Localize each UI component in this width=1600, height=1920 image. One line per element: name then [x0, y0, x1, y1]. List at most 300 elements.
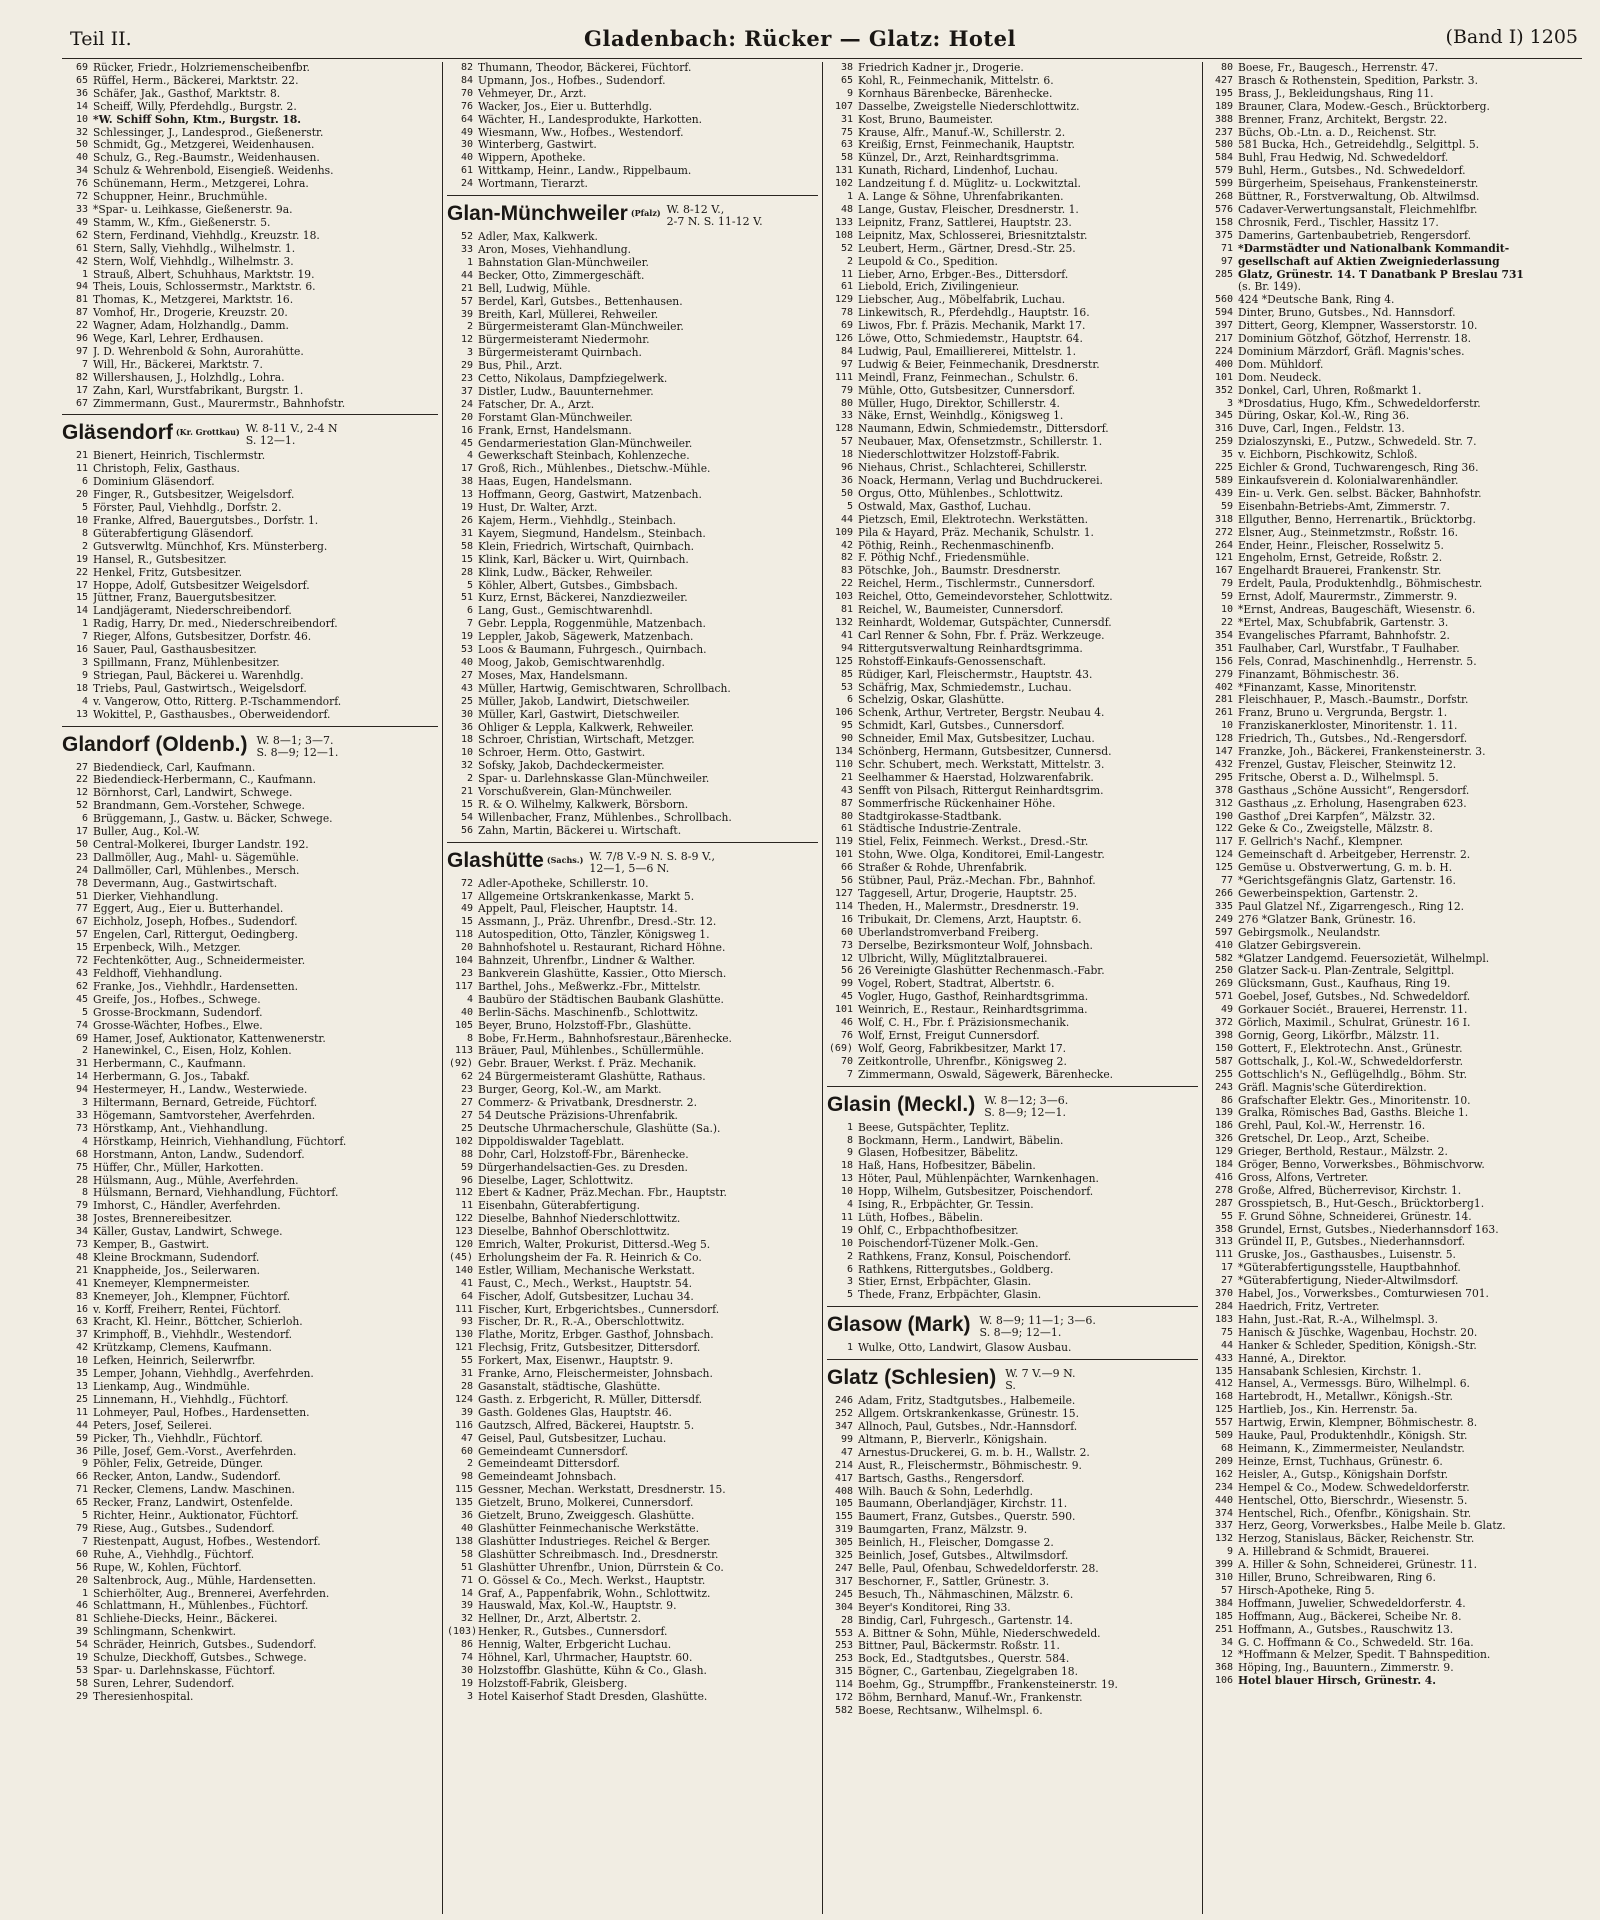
directory-entry	[827, 1498, 1198, 1511]
directory-entry	[62, 541, 438, 554]
directory-entry	[447, 1020, 818, 1033]
subscriber-name: Niederschlottwitzer Holzstoff-Fabrik.	[858, 449, 1060, 462]
phone-number: 245	[834, 1588, 853, 1600]
phone-number: 27	[460, 669, 473, 681]
directory-entry	[447, 1691, 818, 1704]
directory-entry	[1207, 888, 1578, 901]
town-region: (Pfalz)	[630, 208, 661, 219]
directory-entry	[827, 436, 1198, 449]
subscriber-name: Dominium Märzdorf, Gräfl. Magnis'sches.	[1238, 345, 1465, 358]
town-heading	[62, 726, 438, 759]
directory-entry	[62, 1549, 438, 1562]
phone-number: 86	[460, 1639, 473, 1651]
subscriber-name: Glasen, Hofbesitzer, Bäbelitz.	[858, 1147, 1019, 1160]
subscriber-name: Bartsch, Gasths., Rengersdorf.	[858, 1472, 1025, 1485]
subscriber-name: Linnemann, H., Viehhdlg., Füchtorf.	[93, 1393, 289, 1406]
subscriber-name: Krause, Alfr., Manuf.-W., Schillerstr. 2.	[858, 126, 1066, 139]
subscriber-name: Groß, Rich., Mühlenbes., Dietschw.-Mühle.	[478, 463, 711, 476]
phone-number: 2	[81, 540, 88, 552]
subscriber-name: Horstmann, Anton, Landw., Sudendorf.	[93, 1148, 305, 1161]
subscriber-name: Bürgermeisteramt Quirnbach.	[478, 347, 642, 360]
subscriber-name: Leipnitz, Max, Schlosserei, Briesnitztalstr.	[858, 229, 1088, 242]
phone-number: 19	[840, 1224, 853, 1236]
phone-number: 111	[834, 371, 853, 383]
subscriber-name: Hellner, Dr., Arzt, Albertstr. 2.	[478, 1613, 642, 1626]
phone-number: 1	[846, 1342, 853, 1354]
phone-number: 82	[840, 552, 853, 564]
phone-number: 9	[846, 1147, 853, 1159]
subscriber-name: Hamer, Josef, Auktionator, Kattenwenerstr.	[93, 1032, 326, 1045]
directory-entry	[447, 88, 818, 101]
directory-entry	[62, 1329, 438, 1342]
directory-entry	[827, 669, 1198, 682]
phone-number: 316	[1214, 423, 1233, 435]
phone-number: 73	[75, 1122, 88, 1134]
subscriber-name: Thede, Franz, Erbpächter, Glasin.	[858, 1289, 1042, 1302]
directory-entry	[447, 994, 818, 1007]
subscriber-name: Bockmann, Herm., Landwirt, Bäbelin.	[858, 1134, 1064, 1147]
directory-entry	[827, 1199, 1198, 1212]
phone-number: 285	[1214, 268, 1233, 280]
subscriber-name: Frenzel, Gustav, Fleischer, Steinwitz 12.	[1238, 758, 1457, 771]
phone-number: 234	[1214, 1481, 1233, 1493]
directory-entry	[447, 683, 818, 696]
directory-entry	[1207, 823, 1578, 836]
subscriber-name: Allnoch, Paul, Gutsbes., Ndr.-Hannsdorf.	[858, 1421, 1078, 1433]
directory-entry	[447, 1600, 818, 1613]
phone-number: 259	[1214, 436, 1233, 448]
directory-entry	[1207, 88, 1578, 101]
phone-number: 52	[840, 242, 853, 254]
phone-number: 24	[460, 398, 473, 410]
directory-entry	[1207, 772, 1578, 785]
phone-number: 1	[846, 191, 853, 203]
subscriber-name: Engelen, Carl, Rittergut, Oedingberg.	[93, 929, 299, 942]
directory-entry	[1207, 62, 1578, 75]
phone-number: 255	[1214, 1068, 1233, 1080]
directory-entry	[827, 1408, 1198, 1421]
phone-number: 61	[840, 823, 853, 835]
phone-number: 117	[1214, 836, 1233, 848]
directory-entry	[62, 1239, 438, 1252]
subscriber-name: Rathkens, Rittergutsbes., Goldberg.	[858, 1263, 1054, 1276]
phone-number: 70	[840, 1055, 853, 1067]
directory-entry	[447, 1484, 818, 1497]
subscriber-name: Biedendieck-Herbermann, C., Kaufmann.	[93, 774, 317, 787]
directory-entry	[62, 1058, 438, 1071]
directory-entry	[827, 759, 1198, 772]
phone-number: 135	[454, 1497, 473, 1509]
phone-number: 17	[75, 384, 88, 396]
subscriber-name: Lefken, Heinrich, Seilerwrfbr.	[93, 1355, 256, 1368]
subscriber-name: Sauer, Paul, Gasthausbesitzer.	[93, 644, 257, 657]
directory-entry	[447, 1471, 818, 1484]
directory-entry	[827, 578, 1198, 591]
directory-entry	[1207, 604, 1578, 617]
subscriber-name: Haas, Eugen, Handelsmann.	[478, 476, 633, 489]
subscriber-name: (s. Br. 149).	[1238, 281, 1301, 294]
town-name: Glasin (Meckl.)	[827, 1092, 976, 1116]
phone-number: 11	[460, 1200, 473, 1212]
phone-number: 249	[1214, 913, 1233, 925]
directory-entry	[447, 657, 818, 670]
directory-entry	[447, 696, 818, 709]
directory-entry	[447, 425, 818, 438]
phone-number: 10	[840, 1237, 853, 1249]
phone-number: 75	[75, 1161, 88, 1173]
directory-entry	[447, 1304, 818, 1317]
subscriber-name: Stohn, Wwe. Olga, Konditorei, Emil-Langestr.	[858, 849, 1105, 862]
subscriber-name: Schenk, Arthur, Vertreter, Bergstr. Neubau 4.	[858, 707, 1105, 720]
directory-entry	[827, 1434, 1198, 1447]
subscriber-name: Biedendieck, Carl, Kaufmann.	[93, 761, 256, 774]
subscriber-name: Orgus, Otto, Mühlenbes., Schlottwitz.	[858, 487, 1064, 500]
directory-entry	[827, 204, 1198, 217]
phone-number: 63	[840, 139, 853, 151]
directory-entry	[62, 929, 438, 942]
phone-number: 3	[1226, 397, 1233, 409]
phone-number: 63	[75, 1316, 88, 1328]
directory-entry	[1207, 75, 1578, 88]
subscriber-name: Beyer, Bruno, Holzstoff-Fbr., Glashütte.	[478, 1019, 692, 1032]
phone-number: 325	[834, 1550, 853, 1562]
subscriber-name: Hartwig, Erwin, Klempner, Böhmischestr. 8.	[1238, 1417, 1478, 1430]
subscriber-name: Schelzig, Oskar, Glashütte.	[858, 694, 1005, 707]
directory-entry	[62, 580, 438, 593]
phone-number: 56	[840, 875, 853, 887]
directory-entry	[827, 682, 1198, 695]
subscriber-name: Buhl, Frau Hedwig, Nd. Schwedeldorf.	[1238, 152, 1449, 165]
phone-number: 417	[834, 1472, 853, 1484]
phone-number: 167	[1214, 565, 1233, 577]
phone-number: 96	[75, 333, 88, 345]
directory-entry	[1207, 565, 1578, 578]
phone-number: 576	[1214, 203, 1233, 215]
subscriber-name: Grafschafter Elektr. Ges., Minoritenstr. 10.	[1238, 1094, 1471, 1107]
subscriber-name: Hanker & Schleder, Spedition, Königsh.-Str.	[1238, 1339, 1477, 1352]
phone-number: 81	[75, 1613, 88, 1625]
directory-entry	[62, 463, 438, 476]
phone-number: 34	[1220, 1636, 1233, 1648]
subscriber-name: Bienert, Heinrich, Tischlermstr.	[93, 450, 266, 463]
subscriber-name: Glashütter Uhrenfbr., Union, Dürrstein & Co.	[478, 1561, 724, 1574]
town-heading	[827, 1306, 1198, 1339]
directory-entry	[447, 618, 818, 631]
subscriber-name: 424 *Deutsche Bank, Ring 4.	[1238, 294, 1395, 307]
subscriber-name: Hirsch-Apotheke, Ring 5.	[1238, 1584, 1375, 1597]
directory-entry	[62, 1265, 438, 1278]
phone-number: 49	[1220, 1004, 1233, 1016]
subscriber-name: Baubüro der Städtischen Baubank Glashütte.	[478, 993, 724, 1006]
directory-entry	[62, 333, 438, 346]
subscriber-name: Holzstoff-Fabrik, Gleisberg.	[478, 1677, 628, 1690]
directory-entry	[1207, 991, 1578, 1004]
phone-number: 147	[1214, 746, 1233, 758]
directory-entry	[827, 811, 1198, 824]
directory-entry	[447, 605, 818, 618]
subscriber-name: Ebert & Kadner, Präz.Mechan. Fbr., Hauptstr.	[478, 1187, 727, 1200]
phone-number: 5	[81, 1510, 88, 1522]
header-rule	[62, 58, 1582, 59]
subscriber-name: Wolf, Ernst, Freigut Cunnersdorf.	[858, 1029, 1040, 1042]
phone-number: 553	[834, 1627, 853, 1639]
subscriber-name: Hansel, R., Gutsbesitzer.	[93, 553, 227, 566]
phone-number: 6	[81, 813, 88, 825]
subscriber-name: Triebs, Paul, Gastwirtsch., Weigelsdorf.	[93, 682, 307, 695]
directory-entry	[827, 540, 1198, 553]
subscriber-name: Bobe, Fr.Herm., Bahnhofsrestaur.,Bärenhecke.	[478, 1032, 732, 1045]
directory-entry	[827, 914, 1198, 927]
subscriber-name: Striegan, Paul, Bäckerei u. Warenhdlg.	[93, 669, 304, 682]
subscriber-name: Gietzelt, Bruno, Molkerei, Cunnersdorf.	[478, 1497, 694, 1510]
subscriber-name: Gasthof „Drei Karpfen“, Mälzstr. 32.	[1238, 810, 1436, 823]
directory-entry	[62, 618, 438, 631]
phone-number: 4	[81, 695, 88, 707]
phone-number: 48	[840, 203, 853, 215]
phone-number: 70	[460, 87, 473, 99]
subscriber-name: Breith, Karl, Müllerei, Rehweiler.	[478, 308, 659, 321]
town-region: (Sachs.)	[546, 854, 584, 865]
phone-number: 3	[81, 1097, 88, 1109]
phone-number: 23	[460, 373, 473, 385]
phone-number: 20	[460, 411, 473, 423]
phone-number: 66	[840, 862, 853, 874]
phone-number: 34	[75, 165, 88, 177]
directory-entry	[827, 888, 1198, 901]
subscriber-name: Geke & Co., Zweigstelle, Mälzstr. 8.	[1238, 823, 1433, 836]
directory-entry	[62, 1355, 438, 1368]
phone-number: 67	[75, 397, 88, 409]
subscriber-name: Gralka, Römisches Bad, Gasths. Bleiche 1.	[1238, 1107, 1469, 1120]
subscriber-name: Ellguther, Benno, Herrenartik., Brücktorbg.	[1238, 513, 1476, 526]
directory-entry	[62, 696, 438, 709]
subscriber-name: Sofsky, Jakob, Dachdeckermeister.	[478, 760, 665, 773]
subscriber-name: Gründel II, P., Gutsbes., Niederhannsdorf.	[1238, 1236, 1466, 1249]
directory-entry	[447, 1368, 818, 1381]
subscriber-name: Dittert, Georg, Klempner, Wasserstorstr. 10.	[1238, 320, 1478, 333]
column-3	[822, 62, 1202, 1914]
directory-entry	[827, 1615, 1198, 1628]
phone-number: 36	[75, 1445, 88, 1457]
subscriber-name: Schulze, Dieckhoff, Gutsbes., Schwege.	[93, 1652, 307, 1665]
phone-number: 84	[460, 74, 473, 86]
directory-entry	[447, 1394, 818, 1407]
directory-entry	[827, 139, 1198, 152]
directory-entry	[1207, 836, 1578, 849]
subscriber-name: Zahn, Martin, Bäckerei u. Wirtschaft.	[478, 824, 682, 837]
directory-entry	[447, 1162, 818, 1175]
subscriber-name: *Spar- u. Leihkasse, Gießenerstr. 9a.	[93, 203, 293, 216]
phone-number: 7	[81, 631, 88, 643]
directory-entry	[62, 774, 438, 787]
directory-entry	[1207, 617, 1578, 630]
phone-number: 37	[460, 385, 473, 397]
town-service-hours: W. 8-11 V., 2-4 N S. 12—1.	[245, 422, 338, 448]
subscriber-name: Ender, Heinr., Fleischer, Rosselwitz 5.	[1238, 539, 1444, 552]
directory-entry	[62, 1175, 438, 1188]
subscriber-name: Holzstoffbr. Glashütte, Kühn & Co., Glash.	[478, 1664, 707, 1677]
directory-entry	[447, 1626, 818, 1639]
subscriber-name: Strauß, Albert, Schuhhaus, Marktstr. 19.	[93, 268, 315, 281]
phone-number: 64	[460, 113, 473, 125]
phone-number: 247	[834, 1562, 853, 1574]
subscriber-name: Knemeyer, Joh., Klempner, Füchtorf.	[93, 1290, 291, 1303]
phone-number: 51	[75, 890, 88, 902]
phone-number: 2	[846, 1250, 853, 1262]
phone-number: 21	[75, 1264, 88, 1276]
subscriber-name: Höter, Paul, Mühlenpächter, Warnkenhagen.	[858, 1173, 1099, 1186]
subscriber-name: Schäfrig, Max, Schmiedemstr., Luchau.	[858, 681, 1072, 694]
subscriber-name: Stiel, Felix, Feinmech. Werkst., Dresd.-Str.	[858, 836, 1089, 849]
directory-entry	[827, 165, 1198, 178]
directory-entry	[447, 1420, 818, 1433]
directory-entry	[447, 1549, 818, 1562]
directory-entry	[827, 398, 1198, 411]
subscriber-name: Haedrich, Fritz, Vertreter.	[1238, 1301, 1380, 1313]
phone-number: 99	[840, 1433, 853, 1445]
phone-number: 40	[460, 1522, 473, 1534]
directory-entry	[1207, 1172, 1578, 1185]
directory-entry	[62, 88, 438, 101]
phone-number: 94	[75, 1084, 88, 1096]
subscriber-name: Burger, Georg, Kol.-W., am Markt.	[478, 1084, 662, 1097]
phone-number: 31	[75, 1058, 88, 1070]
phone-number: 38	[840, 62, 853, 73]
phone-number: 82	[460, 62, 473, 73]
phone-number: 33	[75, 1109, 88, 1121]
phone-number: 14	[460, 1587, 473, 1599]
subscriber-name: Dom. Neudeck.	[1238, 371, 1322, 384]
phone-number: 130	[454, 1329, 473, 1341]
subscriber-name: Fleischhauer, P., Masch.-Baumstr., Dorfstr.	[1238, 694, 1469, 707]
subscriber-name: Dallmöller, Carl, Mühlenbes., Mersch.	[93, 864, 300, 877]
subscriber-name: Altmann, P., Bierverlr., Königshain.	[858, 1433, 1048, 1446]
directory-entry	[827, 1421, 1198, 1434]
directory-entry	[447, 1045, 818, 1058]
phone-number: 278	[1214, 1184, 1233, 1196]
subscriber-name: Fischer, Adolf, Gutsbesitzer, Luchau 34.	[478, 1290, 694, 1303]
directory-entry	[827, 88, 1198, 101]
directory-entry	[1207, 217, 1578, 230]
subscriber-name: Glatz, Grünestr. 14. T Danatbank P Breslau 731	[1238, 268, 1524, 281]
subscriber-name: Gendarmeriestation Glan-Münchweiler.	[478, 437, 693, 450]
subscriber-name: Hotel blauer Hirsch, Grünestr. 4.	[1238, 1675, 1436, 1688]
phone-number: 40	[460, 1006, 473, 1018]
phone-number: 597	[1214, 926, 1233, 938]
phone-number: 49	[460, 126, 473, 138]
subscriber-name: Stern, Ferdinand, Viehhdlg., Kreuzstr. 18.	[93, 229, 320, 242]
subscriber-name: Jüttner, Franz, Bauergutsbesitzer.	[93, 592, 277, 605]
phone-number: 62	[75, 229, 88, 241]
subscriber-name: Gräfl. Magnis'sche Güterdirektion.	[1238, 1081, 1427, 1094]
subscriber-name: Theden, H., Malermstr., Dresdnerstr. 19.	[858, 900, 1080, 913]
directory-entry	[827, 1473, 1198, 1486]
directory-entry	[1207, 1495, 1578, 1508]
phone-number: 110	[834, 758, 853, 770]
phone-number: 269	[1214, 978, 1233, 990]
subscriber-name: Gessner, Mechan. Werkstatt, Dresdnerstr. 15.	[478, 1484, 726, 1497]
phone-number: 47	[460, 1432, 473, 1444]
directory-entry	[62, 385, 438, 398]
town-name: Gläsendorf	[62, 421, 173, 445]
directory-entry	[1207, 398, 1578, 411]
directory-entry	[1207, 514, 1578, 527]
directory-entry	[447, 1536, 818, 1549]
subscriber-name: Bankverein Glashütte, Kassier., Otto Miersch.	[478, 968, 727, 980]
directory-entry	[827, 591, 1198, 604]
subscriber-name: Lang, Gust., Gemischtwarenhdl.	[478, 605, 653, 618]
phone-number: 183	[1214, 1313, 1233, 1325]
subscriber-name: Barthel, Johs., Meßwerkz.-Fbr., Mittelstr.	[478, 980, 701, 993]
phone-number: 29	[75, 1690, 88, 1702]
phone-number: 17	[1220, 1262, 1233, 1274]
subscriber-name: Suren, Lehrer, Sudendorf.	[93, 1677, 235, 1690]
directory-entry	[1207, 1417, 1578, 1430]
phone-number: 46	[75, 1600, 88, 1612]
subscriber-name: Gottschalk, J., Kol.-W., Schwedeldorferstr.	[1238, 1055, 1464, 1068]
subscriber-name: Donkel, Carl, Uhren, Roßmarkt 1.	[1238, 384, 1422, 397]
phone-number: 107	[834, 100, 853, 112]
directory-entry	[1207, 449, 1578, 462]
directory-entry	[62, 528, 438, 541]
phone-number: 12	[1220, 1649, 1233, 1661]
directory-entry	[1207, 1443, 1578, 1456]
directory-entry	[1207, 256, 1578, 269]
phone-number: 17	[75, 579, 88, 591]
subscriber-name: Kracht, Kl. Heinr., Böttcher, Schierloh.	[93, 1316, 303, 1329]
phone-number: 25	[75, 1393, 88, 1405]
subscriber-name: Schlattmann, H., Mühlenbes., Füchtorf.	[93, 1600, 309, 1613]
subscriber-name: Bräuer, Paul, Mühlenbes., Schüllermühle.	[478, 1045, 705, 1058]
phone-number: 20	[460, 942, 473, 954]
subscriber-name: Gemeindeamt Johnsbach.	[478, 1471, 617, 1484]
town-heading	[827, 1086, 1198, 1119]
directory-entry	[827, 501, 1198, 514]
phone-number: 124	[454, 1393, 473, 1405]
subscriber-name: Stadtgirokasse-Stadtbank.	[858, 810, 1002, 823]
subscriber-name: Börnhorst, Carl, Landwirt, Schwege.	[93, 787, 293, 800]
phone-number: 38	[75, 1213, 88, 1225]
phone-number: 60	[75, 1548, 88, 1560]
directory-entry	[827, 785, 1198, 798]
subscriber-name: Liebscher, Aug., Möbelfabrik, Luchau.	[858, 294, 1066, 307]
subscriber-name: Fels, Conrad, Maschinenhdlg., Herrenstr. 5.	[1238, 655, 1477, 668]
phone-number: 399	[1214, 1559, 1233, 1571]
phone-number: 579	[1214, 165, 1233, 177]
directory-entry	[447, 903, 818, 916]
directory-entry	[447, 502, 818, 515]
subscriber-name: Boese, Rechtsanw., Wilhelmspl. 6.	[858, 1704, 1043, 1717]
subscriber-name: Büchs, Ob.-Ltn. a. D., Reichenst. Str.	[1238, 126, 1437, 139]
phone-number: 102	[834, 178, 853, 190]
directory-entry	[827, 565, 1198, 578]
directory-entry	[447, 631, 818, 644]
subscriber-name: Aron, Moses, Viehhandlung.	[478, 243, 631, 256]
page-header	[0, 0, 1600, 56]
subscriber-name: Faust, C., Mech., Werkst., Hauptstr. 54.	[478, 1277, 693, 1290]
directory-entry	[447, 152, 818, 165]
directory-entry	[1207, 578, 1578, 591]
phone-number: 22	[75, 320, 88, 332]
subscriber-name: Willershausen, J., Holzhdlg., Lohra.	[93, 371, 285, 384]
subscriber-name: Dieselbe, Bahnhof Niederschlottwitz.	[478, 1213, 681, 1226]
phone-number: 440	[1214, 1494, 1233, 1506]
subscriber-name: Zimmermann, Oswald, Sägewerk, Bärenhecke.	[858, 1068, 1114, 1081]
phone-number: 33	[75, 203, 88, 215]
directory-entry	[1207, 1236, 1578, 1249]
subscriber-name: Kajem, Herm., Viehhdlg., Steinbach.	[478, 515, 677, 527]
subscriber-name: *Hoffmann & Melzer, Spedit. T Bahnspedition.	[1238, 1649, 1491, 1662]
